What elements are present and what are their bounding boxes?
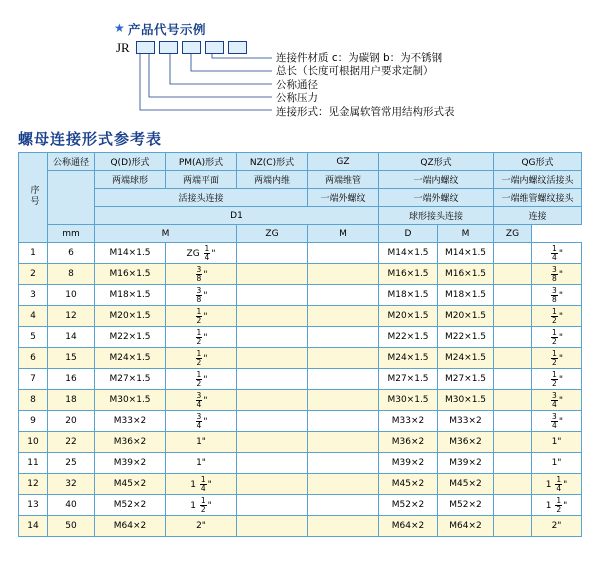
cell-qz-m: M33×2 [379, 411, 438, 432]
cell-q: M18×1.5 [95, 285, 166, 306]
cell-nz [237, 432, 308, 453]
cell-qg-m [494, 348, 532, 369]
table-row [19, 516, 582, 537]
table-row [19, 369, 582, 390]
cell-nz [237, 495, 308, 516]
legend-list [276, 52, 455, 119]
cell-gz [308, 390, 379, 411]
cell-nz [237, 411, 308, 432]
cell-qz-d: M14×1.5 [438, 243, 494, 264]
header-unit-d: D [379, 225, 438, 243]
cell-gz [308, 432, 379, 453]
cell-seq: 6 [19, 348, 48, 369]
cell-qg-m [494, 411, 532, 432]
cell-dn: 12 [48, 306, 95, 327]
cell-qg-m [494, 243, 532, 264]
cell-seq: 4 [19, 306, 48, 327]
cell-seq: 8 [19, 390, 48, 411]
cell-qz-m: M27×1.5 [379, 369, 438, 390]
header-connection: 连接 [494, 207, 582, 225]
cell-qg-m [494, 516, 532, 537]
cell-gz [308, 474, 379, 495]
cell-qz-m: M64×2 [379, 516, 438, 537]
cell-nz [237, 327, 308, 348]
cell-seq: 14 [19, 516, 48, 537]
cell-qz-m: M18×1.5 [379, 285, 438, 306]
cell-qz-d: M24×1.5 [438, 348, 494, 369]
cell-nz [237, 306, 308, 327]
cell-seq: 10 [19, 432, 48, 453]
table-row [19, 264, 582, 285]
cell-nz [237, 390, 308, 411]
cell-qz-m: M24×1.5 [379, 348, 438, 369]
cell-qz-m: M16×1.5 [379, 264, 438, 285]
cell-seq: 1 [19, 243, 48, 264]
cell-seq: 11 [19, 453, 48, 474]
cell-qg-zg: $\frac{1}{2}$ " [532, 369, 582, 390]
cell-qg-zg: $\frac{1}{2}$ " [532, 327, 582, 348]
cell-gz [308, 348, 379, 369]
cell-pm: 1 $\frac{1}{2}$ " [166, 495, 237, 516]
header-unit-zg2: ZG [494, 225, 532, 243]
cell-gz [308, 411, 379, 432]
cell-q: M39×2 [95, 453, 166, 474]
cell-q: M33×2 [95, 411, 166, 432]
cell-pm: $\frac{3}{4}$ " [166, 390, 237, 411]
cell-pm: 1" [166, 453, 237, 474]
cell-qz-m: M39×2 [379, 453, 438, 474]
cell-qg-zg: 1 $\frac{1}{2}$ " [532, 495, 582, 516]
cell-qg-zg: 1" [532, 453, 582, 474]
cell-dn: 18 [48, 390, 95, 411]
header-pma-sub: 两端平面 [166, 171, 237, 189]
header-unit-zg: ZG [237, 225, 308, 243]
cell-seq: 5 [19, 327, 48, 348]
cell-q: M45×2 [95, 474, 166, 495]
cell-qg-m [494, 495, 532, 516]
diagram-title: 产品代号示例 [128, 23, 207, 37]
cell-qz-m: M14×1.5 [379, 243, 438, 264]
header-nzc: NZ(C)形式 [237, 153, 308, 171]
cell-qg-zg: 2" [532, 516, 582, 537]
cell-gz [308, 285, 379, 306]
cell-qg-zg: $\frac{1}{2}$ " [532, 348, 582, 369]
cell-nz [237, 243, 308, 264]
cell-dn: 16 [48, 369, 95, 390]
cell-pm: 2" [166, 516, 237, 537]
table-header-row-1 [19, 153, 582, 171]
table-row [19, 390, 582, 411]
header-dn-blank [48, 171, 95, 225]
cell-qz-d: M45×2 [438, 474, 494, 495]
cell-qz-m: M52×2 [379, 495, 438, 516]
cell-gz [308, 516, 379, 537]
cell-dn: 20 [48, 411, 95, 432]
legend-item-nominal-pressure: 公称压力 [276, 92, 318, 105]
header-taper-union: 一端外螺纹 [308, 189, 379, 207]
cell-q: M16×1.5 [95, 264, 166, 285]
cell-pm: $\frac{3}{8}$ " [166, 264, 237, 285]
cell-dn: 22 [48, 432, 95, 453]
header-gz: GZ [308, 153, 379, 171]
cell-seq: 9 [19, 411, 48, 432]
table-title: 螺母连接形式参考表 [18, 131, 163, 148]
cell-qg-zg: $\frac{1}{2}$ " [532, 306, 582, 327]
cell-seq: 2 [19, 264, 48, 285]
cell-gz [308, 327, 379, 348]
code-prefix: JR [116, 40, 130, 55]
header-qz-sub: 一端内螺纹 [379, 171, 494, 189]
header-unit-mm: mm [48, 225, 95, 243]
cell-seq: 13 [19, 495, 48, 516]
cell-q: M14×1.5 [95, 243, 166, 264]
cell-dn: 15 [48, 348, 95, 369]
cell-qg-zg: $\frac{3}{8}$ " [532, 285, 582, 306]
cell-qg-m [494, 453, 532, 474]
table-row [19, 243, 582, 264]
cell-dn: 8 [48, 264, 95, 285]
cell-qg-m [494, 327, 532, 348]
cell-qg-zg: $\frac{1}{4}$ " [532, 243, 582, 264]
table-body [19, 243, 582, 537]
cell-qz-d: M64×2 [438, 516, 494, 537]
cell-qg-zg: 1 $\frac{1}{4}$ " [532, 474, 582, 495]
header-seq: 序号 [19, 153, 48, 243]
table-header-row-2 [19, 171, 582, 189]
cell-qg-zg: $\frac{3}{4}$ " [532, 411, 582, 432]
cell-qz-d: M30×1.5 [438, 390, 494, 411]
cell-seq: 7 [19, 369, 48, 390]
header-qz: QZ形式 [379, 153, 494, 171]
table-head [19, 153, 582, 243]
cell-qz-m: M20×1.5 [379, 306, 438, 327]
header-qd-sub: 两端球形 [95, 171, 166, 189]
cell-pm: 1" [166, 432, 237, 453]
table-row [19, 348, 582, 369]
table-row [19, 495, 582, 516]
table-row [19, 432, 582, 453]
header-unit-m: M [95, 225, 237, 243]
table-header-row-3 [19, 189, 582, 207]
cell-q: M27×1.5 [95, 369, 166, 390]
cell-qg-m [494, 432, 532, 453]
table-row [19, 327, 582, 348]
cell-qz-d: M27×1.5 [438, 369, 494, 390]
nut-connection-table [18, 152, 582, 537]
cell-dn: 10 [48, 285, 95, 306]
header-d1: D1 [95, 207, 379, 225]
cell-qg-m [494, 285, 532, 306]
cell-nz [237, 516, 308, 537]
cell-pm: $\frac{1}{2}$ " [166, 327, 237, 348]
header-qd: Q(D)形式 [95, 153, 166, 171]
cell-qg-zg: $\frac{3}{8}$ " [532, 264, 582, 285]
cell-gz [308, 369, 379, 390]
cell-nz [237, 369, 308, 390]
cell-qg-m [494, 306, 532, 327]
cell-qz-d: M33×2 [438, 411, 494, 432]
cell-qg-zg: $\frac{3}{4}$ " [532, 390, 582, 411]
legend-item-material: 连接件材质 c：为碳钢 b：为不锈钢 [276, 52, 443, 64]
cell-nz [237, 264, 308, 285]
product-code-diagram [0, 0, 600, 126]
cell-q: M30×1.5 [95, 390, 166, 411]
legend-item-connection-type: 连接形式：见金属软管常用结构形式表 [276, 105, 455, 118]
cell-qz-m: M45×2 [379, 474, 438, 495]
cell-q: M22×1.5 [95, 327, 166, 348]
cell-q: M64×2 [95, 516, 166, 537]
cell-qz-d: M22×1.5 [438, 327, 494, 348]
table-row [19, 306, 582, 327]
header-taper-thread-joint: 一端维管螺纹接头 [494, 189, 582, 207]
header-gz-sub: 两端维管 [308, 171, 379, 189]
cell-qz-m: M36×2 [379, 432, 438, 453]
cell-qz-d: M36×2 [438, 432, 494, 453]
cell-q: M24×1.5 [95, 348, 166, 369]
cell-pm: 1 $\frac{1}{4}$ " [166, 474, 237, 495]
cell-nz [237, 453, 308, 474]
cell-dn: 14 [48, 327, 95, 348]
cell-nz [237, 474, 308, 495]
cell-pm: $\frac{3}{4}$ " [166, 411, 237, 432]
cell-nz [237, 285, 308, 306]
header-nzc-sub: 两端内维 [237, 171, 308, 189]
cell-pm: $\frac{1}{2}$ " [166, 369, 237, 390]
table-header-row-4 [19, 207, 582, 225]
header-ball-joint: 球形接头连接 [379, 207, 494, 225]
cell-dn: 50 [48, 516, 95, 537]
legend-item-nominal-diameter: 公称通径 [276, 78, 318, 91]
cell-dn: 25 [48, 453, 95, 474]
cell-nz [237, 348, 308, 369]
cell-qz-d: M39×2 [438, 453, 494, 474]
cell-q: M52×2 [95, 495, 166, 516]
table-row [19, 453, 582, 474]
cell-qg-m [494, 474, 532, 495]
cell-qz-d: M18×1.5 [438, 285, 494, 306]
cell-qz-d: M52×2 [438, 495, 494, 516]
cell-dn: 32 [48, 474, 95, 495]
cell-seq: 12 [19, 474, 48, 495]
legend-item-length: 总长（长度可根据用户要求定制） [276, 65, 434, 78]
header-external-thread: 一端外螺纹 [379, 189, 494, 207]
table-header-row-5 [19, 225, 582, 243]
cell-qz-d: M20×1.5 [438, 306, 494, 327]
cell-dn: 6 [48, 243, 95, 264]
cell-gz [308, 495, 379, 516]
table-row [19, 411, 582, 432]
cell-pm: $\frac{1}{2}$ " [166, 306, 237, 327]
cell-qz-m: M22×1.5 [379, 327, 438, 348]
cell-gz [308, 306, 379, 327]
cell-qg-m [494, 369, 532, 390]
header-qg-sub: 一端内螺纹活接头 [494, 171, 582, 189]
cell-pm: $\frac{1}{2}$ " [166, 348, 237, 369]
header-pma: PM(A)形式 [166, 153, 237, 171]
cell-pm: ZG $\frac{1}{4}$ " [166, 243, 237, 264]
star-icon: ★ [114, 21, 125, 35]
header-unit-m3: M [438, 225, 494, 243]
cell-q: M20×1.5 [95, 306, 166, 327]
cell-qg-m [494, 264, 532, 285]
table-row [19, 474, 582, 495]
cell-dn: 40 [48, 495, 95, 516]
header-unit-m2: M [308, 225, 379, 243]
header-union-connection: 活接头连接 [95, 189, 308, 207]
header-qg: QG形式 [494, 153, 582, 171]
cell-gz [308, 453, 379, 474]
cell-pm: $\frac{3}{8}$ " [166, 285, 237, 306]
cell-q: M36×2 [95, 432, 166, 453]
cell-qz-d: M16×1.5 [438, 264, 494, 285]
cell-gz [308, 243, 379, 264]
cell-qz-m: M30×1.5 [379, 390, 438, 411]
header-dn: 公称通径 [48, 153, 95, 171]
table-row [19, 285, 582, 306]
cell-seq: 3 [19, 285, 48, 306]
cell-qg-m [494, 390, 532, 411]
cell-gz [308, 264, 379, 285]
cell-qg-zg: 1" [532, 432, 582, 453]
